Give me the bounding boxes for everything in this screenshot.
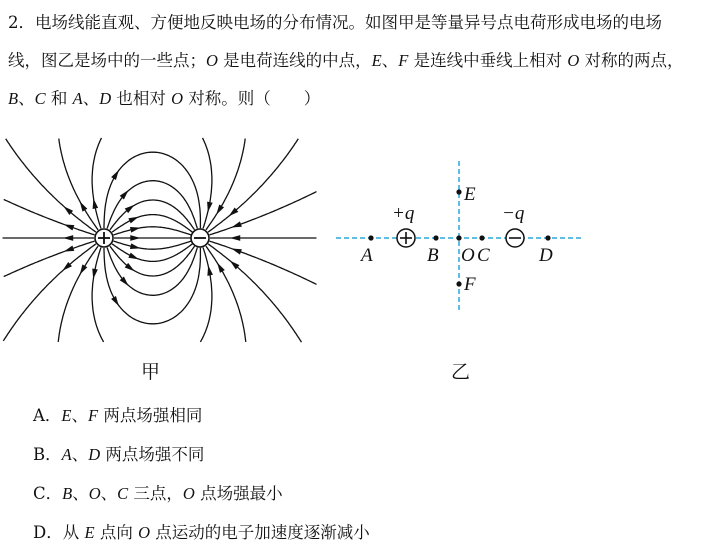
var-B: B: [8, 89, 19, 108]
field-line: [112, 215, 193, 233]
var-O: O: [171, 89, 184, 108]
option-text: 、: [100, 484, 118, 503]
label-O: O: [461, 245, 475, 266]
var-A: A: [61, 445, 72, 464]
var-F: F: [398, 51, 409, 70]
label-A: A: [361, 245, 373, 266]
field-line-arrowhead: [130, 235, 140, 241]
option-text: 、: [72, 484, 89, 503]
option-text: 、: [71, 406, 89, 425]
field-line-arrowhead: [130, 227, 141, 233]
field-line-arrowhead: [130, 243, 141, 249]
field-line: [92, 138, 101, 229]
option-C[interactable]: [33, 480, 283, 504]
var-O: O: [182, 484, 195, 503]
field-line: [6, 139, 96, 232]
stem-text: 是电荷连线的中点，: [217, 51, 372, 70]
field-line-arrowhead: [64, 224, 75, 230]
field-line: [104, 248, 200, 324]
point-E-dot: [456, 189, 461, 194]
point-D-dot: [545, 235, 550, 240]
point-C-dot: [479, 235, 484, 240]
positive-charge-symbol: [95, 229, 113, 247]
figure-jia-label: 甲: [141, 361, 161, 383]
option-text: 两点场强相同: [98, 406, 203, 425]
plus-charge-symbol: [397, 229, 415, 247]
field-line-arrowhead: [80, 201, 88, 211]
field-line-arrowhead: [93, 198, 99, 209]
var-E: E: [61, 406, 72, 425]
label-C: C: [477, 245, 490, 266]
minus-charge-symbol: [506, 229, 524, 247]
option-text: 从: [62, 523, 85, 542]
var-E: E: [84, 523, 95, 542]
option-letter: D．: [33, 523, 63, 542]
option-text: 、: [71, 445, 89, 464]
var-D: D: [99, 89, 112, 108]
option-text: 点场强最小: [194, 484, 283, 503]
var-F: F: [88, 406, 99, 425]
option-text: 两点场强不同: [100, 445, 205, 464]
stem-text-1: 电场线能直观、方便地反映电场的分布情况。如图甲是等量异号点电荷形成电场的电场: [35, 13, 662, 32]
field-line: [107, 181, 197, 229]
stem-text: 线，图乙是场中的一些点；: [8, 51, 206, 70]
var-C: C: [117, 484, 129, 503]
field-lines-group: [3, 138, 317, 342]
stem-text: 、: [82, 89, 100, 108]
field-line: [3, 244, 96, 341]
field-line-arrowhead: [111, 170, 119, 180]
field-line-arrowhead: [217, 263, 225, 273]
point-O-dot: [456, 235, 461, 240]
field-line-arrowhead: [80, 264, 88, 274]
label-E: E: [464, 184, 476, 205]
field-line-arrowhead: [111, 296, 119, 306]
option-text: 点向: [94, 523, 139, 542]
minus-q-label: −q: [502, 203, 525, 224]
stem-line-3: [8, 80, 713, 118]
field-line-arrowhead: [128, 253, 138, 260]
option-A[interactable]: [33, 402, 202, 426]
field-line: [112, 243, 193, 261]
option-letter: B．: [33, 445, 62, 464]
label-D: D: [539, 245, 553, 266]
field-line-arrowhead: [92, 268, 98, 279]
negative-charge-symbol: [191, 229, 209, 247]
var-O: O: [206, 51, 218, 70]
field-line: [200, 248, 212, 343]
stem-text: 、: [18, 89, 35, 108]
var-O: O: [88, 484, 101, 503]
var-C: C: [34, 89, 46, 108]
stem-text: 和: [45, 89, 73, 108]
option-text: 点运动的电子加速度逐渐减小: [150, 523, 370, 542]
figure-yi-label: 乙: [451, 361, 471, 383]
field-line: [114, 241, 192, 249]
field-line: [208, 244, 301, 342]
field-line: [208, 139, 298, 232]
label-F: F: [464, 274, 476, 295]
point-A-dot: [368, 235, 373, 240]
var-E: E: [371, 51, 382, 70]
option-text: 三点，: [128, 484, 183, 503]
stem-line-2: [8, 42, 713, 80]
stem-text: 也相对: [111, 89, 172, 108]
option-B[interactable]: [33, 441, 204, 465]
point-F-dot: [456, 281, 461, 286]
var-O: O: [138, 523, 150, 542]
question-number: 2．: [8, 13, 35, 32]
field-line: [107, 248, 197, 296]
option-letter: A．: [33, 406, 62, 425]
var-B: B: [62, 484, 73, 503]
field-line: [114, 227, 192, 235]
field-line: [203, 138, 212, 229]
plus-q-label: +q: [392, 203, 415, 224]
point-B-dot: [433, 235, 438, 240]
field-line-arrowhead: [128, 217, 138, 224]
field-line-arrowhead: [207, 265, 213, 276]
stem-text: 、: [381, 51, 399, 70]
field-line-arrowhead: [216, 204, 224, 214]
field-line-arrowhead: [63, 235, 73, 241]
var-A: A: [72, 89, 83, 108]
stem-line-1: [8, 4, 713, 42]
field-line-arrowhead: [207, 202, 213, 213]
field-line-arrowhead: [230, 235, 240, 241]
field-line: [92, 248, 104, 343]
figure-yi-points: [330, 155, 590, 315]
field-line: [104, 152, 200, 228]
option-letter: C．: [33, 484, 63, 503]
figure-jia-field-lines: [0, 135, 320, 345]
label-B: B: [427, 245, 439, 266]
stem-text: 是连线中垂线上相对: [408, 51, 568, 70]
var-D: D: [88, 445, 101, 464]
stem-text: 对称。则（ ）: [183, 89, 321, 108]
question-stem: [8, 4, 713, 118]
field-line-arrowhead: [64, 246, 75, 252]
stem-text: 对称的两点，: [579, 51, 684, 70]
var-O: O: [567, 51, 580, 70]
field-line-arrowhead: [231, 248, 242, 254]
option-D[interactable]: [33, 519, 370, 543]
field-line-arrowhead: [231, 221, 242, 227]
